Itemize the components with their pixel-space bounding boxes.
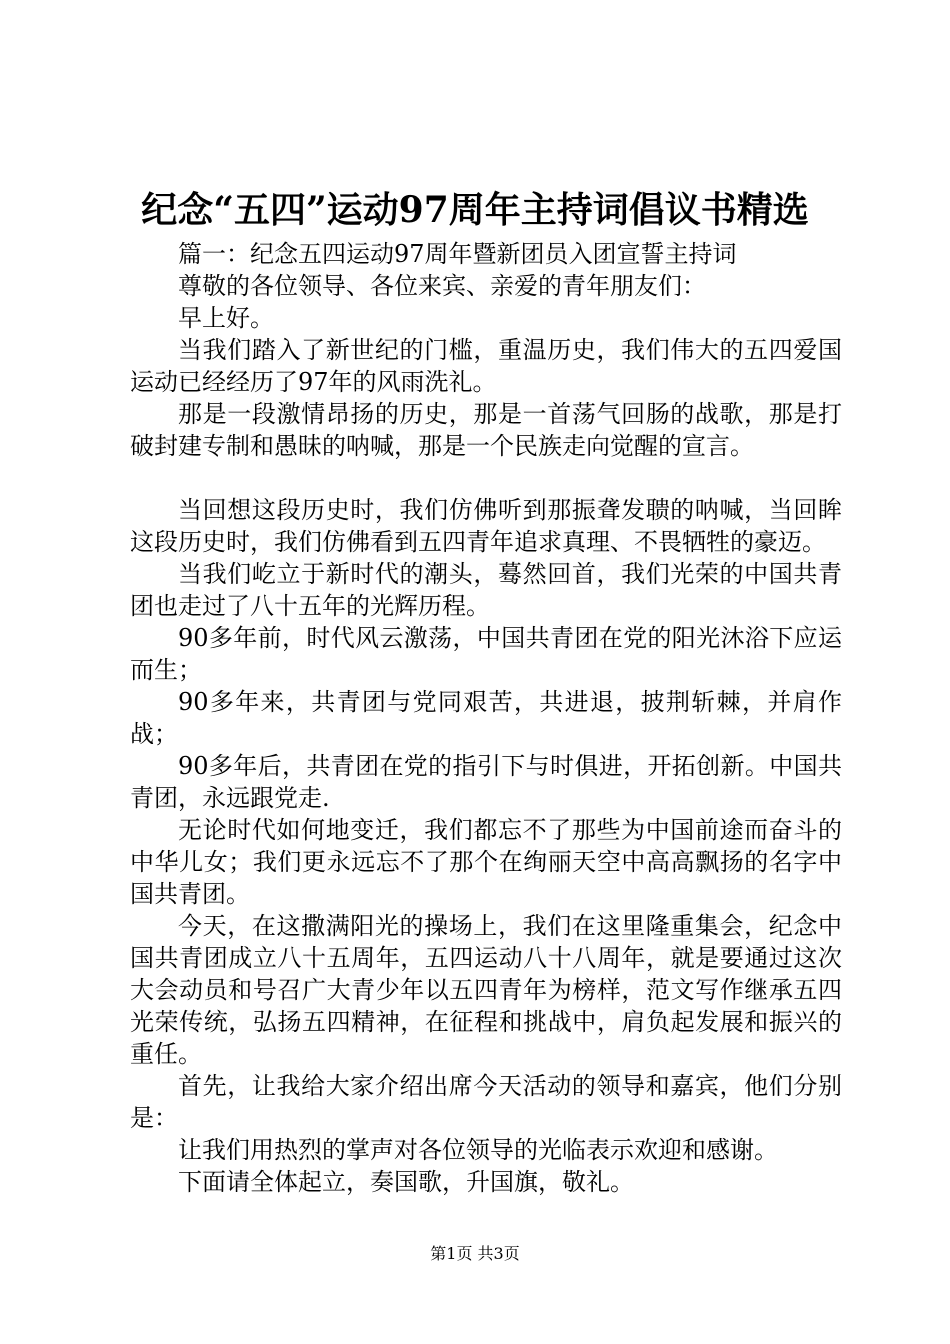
paragraph: 当我们屹立于新时代的潮头，蓦然回首，我们光荣的中国共青团也走过了八十五年的光辉历程。: [130, 560, 842, 620]
paragraph: 无论时代如何地变迁，我们都忘不了那些为中国前途而奋斗的中华儿女；我们更永远忘不了那个在绚丽天空中高高飘扬的名字中国共青团。: [130, 816, 842, 908]
paragraph: 下面请全体起立，奏国歌，升国旗，敬礼。: [178, 1168, 634, 1196]
document-body: [130, 238, 842, 1198]
paragraph-good-morning: 早上好。: [178, 304, 274, 332]
paragraph-heading: 篇一：纪念五四运动97周年暨新团员入团宣誓主持词: [178, 240, 737, 268]
paragraph: 让我们用热烈的掌声对各位领导的光临表示欢迎和感谢。: [178, 1136, 778, 1164]
paragraph: 90多年后，共青团在党的指引下与时俱进，开拓创新。中国共青团，永远跟党走.: [130, 752, 842, 812]
paragraph: 90多年来，共青团与党同艰苦，共进退，披荆斩棘，并肩作战；: [130, 688, 842, 748]
paragraph: 当回想这段历史时，我们仿佛听到那振聋发聩的呐喊，当回眸这段历史时，我们仿佛看到五四青年追求真理、不畏牺牲的豪迈。: [130, 496, 842, 556]
paragraph: 90多年前，时代风云激荡，中国共青团在党的阳光沐浴下应运而生；: [130, 624, 842, 684]
page-number-footer: 第1页 共3页: [430, 1244, 520, 1263]
paragraph: 那是一段激情昂扬的历史，那是一首荡气回肠的战歌，那是打破封建专制和愚昧的呐喊，那是一个民族走向觉醒的宣言。: [130, 400, 842, 460]
paragraph: 今天，在这撒满阳光的操场上，我们在这里隆重集会，纪念中国共青团成立八十五周年，五四运动八十八周年，就是要通过这次大会动员和号召广大青少年以五四青年为榜样，范文写作继承五四光荣传统，弘扬五四精神，在征程和挑战中，肩负起发展和振兴的重任。: [130, 912, 842, 1068]
paragraph: 当我们踏入了新世纪的门槛，重温历史，我们伟大的五四爱国运动已经经历了97年的风雨洗礼。: [130, 336, 842, 396]
paragraph-greeting: 尊敬的各位领导、各位来宾、亲爱的青年朋友们：: [178, 272, 706, 300]
paragraph-gap: [130, 462, 842, 494]
paragraph: 首先，让我给大家介绍出席今天活动的领导和嘉宾，他们分别是：: [130, 1072, 842, 1132]
document-title: 纪念“五四”运动97周年主持词倡议书精选: [141, 189, 809, 231]
